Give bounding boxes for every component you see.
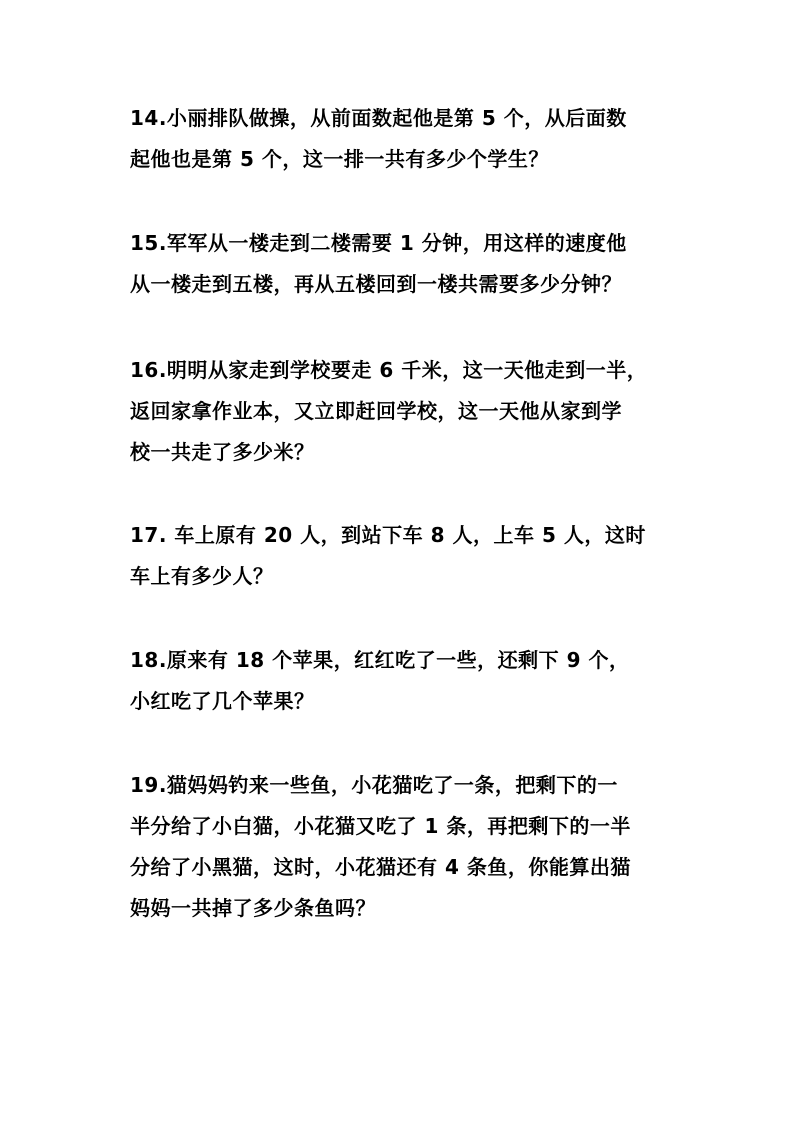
question-15-line-2: 从一楼走到五楼，再从五楼回到一楼共需要多少分钟？	[130, 272, 622, 296]
question-16-line-3: 校一共走了多少米？	[130, 440, 315, 464]
question-16	[130, 350, 690, 473]
question-14	[130, 98, 690, 180]
question-19-line-1: 19.猫妈妈钓来一些鱼，小花猫吃了一条，把剩下的一	[130, 773, 618, 797]
question-17-line-1: 17. 车上原有 20 人，到站下车 8 人，上车 5 人，这时	[130, 523, 646, 547]
question-16-line-1: 16.明明从家走到学校要走 6 千米，这一天他走到一半，	[130, 358, 648, 382]
question-19-line-2: 半分给了小白猫，小花猫又吃了 1 条，再把剩下的一半	[130, 814, 631, 838]
question-18-line-1: 18.原来有 18 个苹果，红红吃了一些，还剩下 9 个，	[130, 648, 630, 672]
question-17-line-2: 车上有多少人？	[130, 564, 274, 588]
question-19-line-4: 妈妈一共掉了多少条鱼吗？	[130, 896, 376, 920]
question-17	[130, 515, 690, 597]
question-18	[130, 640, 690, 722]
question-19	[130, 765, 690, 929]
question-15-line-1: 15.军军从一楼走到二楼需要 1 分钟，用这样的速度他	[130, 231, 627, 255]
question-14-line-1: 14.小丽排队做操，从前面数起他是第 5 个，从后面数	[130, 106, 627, 130]
question-18-line-2: 小红吃了几个苹果？	[130, 689, 315, 713]
question-16-line-2: 返回家拿作业本，又立即赶回学校，这一天他从家到学	[130, 399, 622, 423]
question-19-line-3: 分给了小黑猫，这时，小花猫还有 4 条鱼，你能算出猫	[130, 855, 631, 879]
question-14-line-2: 起他也是第 5 个，这一排一共有多少个学生？	[130, 147, 549, 171]
question-15	[130, 223, 690, 305]
